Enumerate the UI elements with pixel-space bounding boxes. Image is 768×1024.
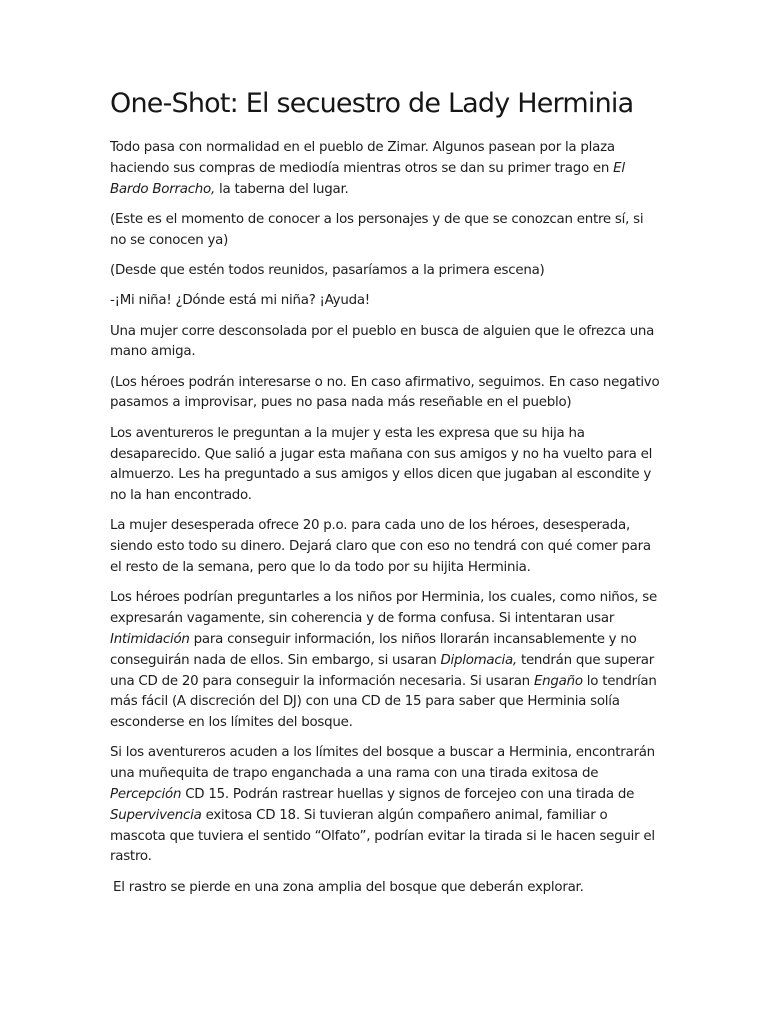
document-page [110,84,660,908]
text-segment: exitosa CD 18. Si tuvieran algún compañero animal, familiar o mascota que tuviera el sentido “Olfato”, podrían evitar la tirada si le hacen seguir el rastro. [110,807,655,865]
paragraph-children [110,588,660,734]
text-segment: CD 15. Podrán rastrear huellas y signos de forcejeo con una tirada de [181,787,635,803]
document-title: One-Shot: El secuestro de Lady Herminia [110,88,634,119]
skill-survival: Supervivencia [110,807,202,823]
paragraph-daughter-missing [110,424,660,507]
text-segment: tendrán que superar una CD de 20 para conseguir la información necesaria. Si usaran [110,652,655,689]
tavern-name: El Bardo Borracho, [110,160,625,197]
text-segment: Los aventureros le preguntan a la mujer y esta les expresa que su hija ha desaparecido. Que salió a jugar esta mañana con sus amigos y no ha vuelto para el almuerzo. Les ha preguntado a sus amigos y ellos dicen que jugaban al escondite y no la han encontrado. [110,425,653,504]
paragraph-intro [110,138,660,200]
text-segment: Todo pasa con normalidad en el pueblo de Zimar. Algunos pasean por la plaza haciendo sus compras de mediodía mientras otros se dan su primer trago en [110,140,615,176]
text-segment: La mujer desesperada ofrece 20 p.o. para cada uno de los héroes, desesperada, siendo esto todo su dinero. Dejará claro que con eso no tendrá con qué comer para el resto de la semana, pero que lo da todo por su hijita Herminia. [110,518,651,576]
paragraph-trail-lost [110,878,660,899]
paragraph-note-heroes [110,373,660,415]
skill-perception: Percepción [110,787,182,803]
skill-diplomacy: Diplomacia, [440,652,517,668]
text-segment: El rastro se pierde en una zona amplia del bosque que deberán explorar. [113,879,584,895]
text-segment: (Este es el momento de conocer a los personajes y de que se conozcan entre sí, si no se conocen ya) [110,211,644,248]
skill-intimidation: Intimidación [110,631,190,647]
paragraph-forest-edge [110,743,660,868]
paragraph-note-first-scene [110,261,660,282]
paragraph-dialogue [110,291,660,312]
text-segment: (Los héroes podrán interesarse o no. En caso afirmativo, seguimos. En caso negativo pasamos a improvisar, pues no pasa nada más reseñable en el pueblo) [110,374,660,411]
paragraph-reward [110,516,660,578]
text-segment: para conseguir información, los niños llorarán incansablemente y no conseguirán nada de ellos. Sin embargo, si usaran [110,631,637,668]
text-segment: Una mujer corre desconsolada por el pueblo en busca de alguien que le ofrezca una mano amiga. [110,323,655,360]
text-segment: Los héroes podrían preguntarles a los niños por Herminia, los cuales, como niños, se expresarán vagamente, sin coherencia y de forma confusa. Si intentaran usar [110,590,657,627]
text-segment: -¡Mi niña! ¿Dónde está mi niña? ¡Ayuda! [110,293,370,309]
text-segment: lo tendrían más fácil (A discreción del DJ) con una CD de 15 para saber que Herminia solía esconderse en los límites del bosque. [110,673,657,731]
skill-deception: Engaño [533,673,583,689]
paragraph-note-characters [110,210,660,252]
text-segment: la taberna del lugar. [215,181,349,197]
text-segment: (Desde que estén todos reunidos, pasaríamos a la primera escena) [110,262,545,278]
text-segment: Si los aventureros acuden a los límites del bosque a buscar a Herminia, encontrarán una muñequita de trapo enganchada a una rama con una tirada exitosa de [110,745,655,782]
paragraph-woman-runs [110,322,660,364]
